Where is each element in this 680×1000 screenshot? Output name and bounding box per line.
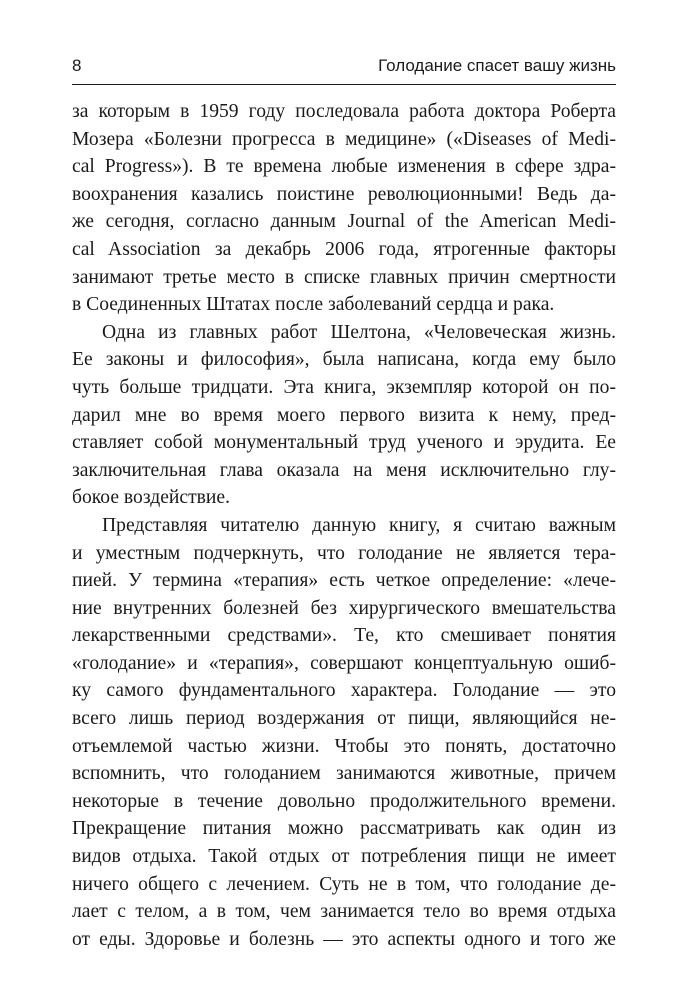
text-line: cal Association за декабрь 2006 года, ятрогенные факторы bbox=[72, 238, 616, 260]
text-line: отъемлемой частью жизни. Чтобы это понять, достаточно bbox=[72, 735, 616, 757]
text-line: чуть больше тридцати. Эта книга, экземпляр которой он по- bbox=[72, 376, 616, 398]
text-line: Мозера «Болезни прогресса в медицине» («Diseases of Medi- bbox=[72, 128, 616, 150]
text-line: лает с телом, а в том, чем занимается тело во время отдыха bbox=[72, 901, 616, 923]
text-line: за которым в 1959 году последовала работа доктора Роберта bbox=[72, 101, 616, 122]
paragraph-3 bbox=[72, 512, 616, 954]
text-line: дарил мне во время моего первого визита к нему, пред- bbox=[72, 404, 616, 426]
text-line: Одна из главных работ Шелтона, «Человеческая жизнь. bbox=[102, 321, 616, 343]
text-line: заключительная глава оказала на меня исключительно глу- bbox=[72, 459, 616, 481]
page-header bbox=[72, 56, 616, 84]
header-rule bbox=[72, 84, 616, 85]
text-line: и уместным подчеркнуть, что голодание не является тера- bbox=[72, 542, 616, 564]
text-line: лекарственными средствами». Те, кто смешивает понятия bbox=[72, 625, 616, 647]
text-line: Ее законы и философия», была написана, когда ему было bbox=[72, 349, 616, 371]
text-line: же сегодня, согласно данным Journal of the American Medi- bbox=[72, 211, 616, 233]
text-line: от еды. Здоровье и болезнь — это аспекты одного и того же bbox=[72, 928, 616, 950]
text-line: видов отдыха. Такой отдых от потребления пищи не имеет bbox=[72, 846, 616, 868]
text-line: ку самого фундаментального характера. Голодание — это bbox=[72, 680, 616, 702]
text-line: ние внутренних болезней без хирургического вмешательства bbox=[72, 597, 616, 619]
text-line: Представляя читателю данную книгу, я считаю важным bbox=[102, 514, 616, 536]
text-line: ничего общего с лечением. Суть не в том, что голодание де- bbox=[72, 873, 616, 895]
text-line: занимают третье место в списке главных причин смертности bbox=[72, 266, 616, 288]
text-line: воохранения казались поистине революционными! Ведь да- bbox=[72, 183, 616, 205]
text-line: некоторые в течение довольно продолжительного времени. bbox=[72, 790, 616, 812]
text-line: всего лишь период воздержания от пищи, являющийся не- bbox=[72, 708, 616, 730]
paragraph-2 bbox=[72, 319, 616, 512]
text-line: «голодание» и «терапия», совершают концептуальную ошиб- bbox=[72, 652, 616, 674]
text-line: в Соединенных Штатах после заболеваний сердца и рака. bbox=[72, 294, 555, 316]
paragraph-1 bbox=[72, 98, 616, 319]
body-text bbox=[72, 98, 616, 953]
page-number: 8 bbox=[72, 56, 82, 75]
running-title: Голодание спасет вашу жизнь bbox=[378, 56, 616, 75]
text-line: Прекращение питания можно рассматривать как один из bbox=[72, 818, 616, 840]
text-line: пией. У термина «терапия» есть четкое определение: «лече- bbox=[72, 570, 616, 592]
text-line: вспомнить, что голоданием занимаются животные, причем bbox=[72, 763, 616, 785]
text-line: бокое воздействие. bbox=[72, 487, 230, 509]
text-line: cal Progress»). В те времена любые изменения в сфере здра- bbox=[72, 156, 616, 178]
text-line: ставляет собой монументальный труд ученого и эрудита. Ее bbox=[72, 432, 616, 454]
